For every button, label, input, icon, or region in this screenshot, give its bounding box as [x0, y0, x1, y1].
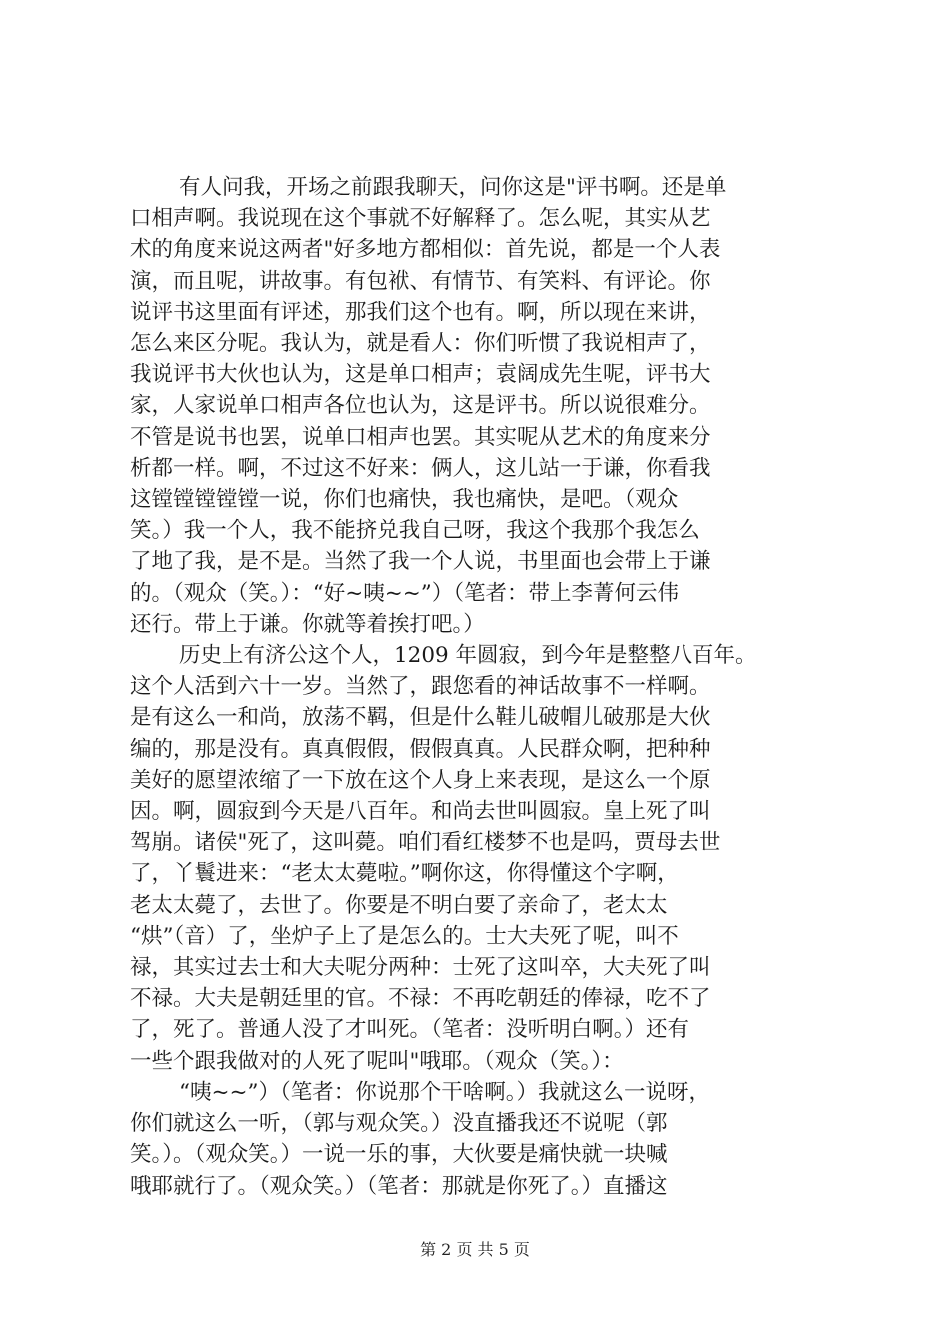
- page-footer: [0, 1240, 950, 1260]
- text-line: 析都一样。啊，不过这不好来：俩人，这儿站一于谦，你看我: [130, 455, 711, 481]
- text-line: 的。（观众（笑。）：“好~咦~~”）（笔者：带上李菁何云伟: [130, 580, 680, 606]
- text-line: 你们就这么一听，（郭与观众笑。）没直播我还不说呢（郭: [130, 1111, 668, 1137]
- text-line: 说评书这里面有评述，那我们这个也有。啊，所以现在来讲，: [130, 299, 711, 325]
- text-line: “烘”（音）了，坐炉子上了是怎么的。士大夫死了呢，叫不: [130, 923, 679, 949]
- text-line: 美好的愿望浓缩了一下放在这个人身上来表现，是这么一个原: [130, 767, 711, 793]
- text-line: 驾崩。诸侯"死了，这叫薨。咱们看红楼梦不也是吗，贾母去世: [130, 830, 721, 856]
- text-line: 了地了我，是不是。当然了我一个人说，书里面也会带上于谦: [130, 549, 711, 575]
- text-line: 笑。）。（观众笑。）一说一乐的事，大伙要是痛快就一块喊: [130, 1142, 668, 1168]
- text-line: 了，死了。普通人没了才叫死。（笔者：没听明白啊。）还有: [130, 1017, 690, 1043]
- text-line: 有人问我，开场之前跟我聊天，问你这是"评书啊。还是单: [179, 175, 727, 200]
- text-line: 这个人活到六十一岁。当然了，跟您看的神话故事不一样啊。: [130, 674, 711, 700]
- text-line: “咦~~”）（笔者：你说那个干啥啊。）我就这么一说呀，: [179, 1079, 711, 1105]
- text-line: 不管是说书也罢，说单口相声也罢。其实呢从艺术的角度来分: [130, 424, 711, 450]
- text-line: 老太太薨了，去世了。你要是不明白要了亲命了，老太太: [130, 892, 668, 918]
- text-line: 编的，那是没有。真真假假，假假真真。人民群众啊，把种种: [130, 736, 711, 762]
- text-line: 演，而且呢，讲故事。有包袱、有情节、有笑料、有评论。你: [130, 268, 711, 294]
- page-number: 第 2 页 共 5 页: [420, 1240, 530, 1259]
- body-text: [130, 172, 830, 1202]
- text-line: 怎么来区分呢。我认为，就是看人：你们听惯了我说相声了，: [130, 331, 711, 357]
- text-line: 我说评书大伙也认为，这是单口相声；袁阔成先生呢，评书大: [130, 362, 711, 388]
- text-line: 因。啊，圆寂到今天是八百年。和尚去世叫圆寂。皇上死了叫: [130, 799, 711, 825]
- text-line: 是有这么一和尚，放荡不羁，但是什么鞋儿破帽儿破那是大伙: [130, 705, 711, 731]
- text-line: 口相声啊。我说现在这个事就不好解释了。怎么呢，其实从艺: [130, 206, 711, 232]
- text-line: 还行。带上于谦。你就等着挨打吧。）: [130, 611, 485, 637]
- text-line: 不禄。大夫是朝廷里的官。不禄：不再吃朝廷的俸禄，吃不了: [130, 986, 711, 1012]
- text-line: 历史上有济公这个人，1209 年圆寂，到今年是整整八百年。: [179, 643, 757, 669]
- text-line: 这镗镗镗镗镗一说，你们也痛快，我也痛快，是吧。（观众: [130, 487, 679, 513]
- text-line: 家，人家说单口相声各位也认为，这是评书。所以说很难分。: [130, 393, 711, 419]
- text-line: 笑。）我一个人，我不能挤兑我自己呀，我这个我那个我怎么: [130, 518, 700, 544]
- text-line: 了，丫鬟进来：“老太太薨啦。”啊你这，你得懂这个字啊，: [130, 861, 679, 887]
- text-line: 一些个跟我做对的人死了呢叫"哦耶。（观众（笑。）：: [130, 1048, 624, 1074]
- text-line: 哦耶就行了。（观众笑。）（笔者：那就是你死了。）直播这: [130, 1173, 668, 1199]
- text-line: 术的角度来说这两者"好多地方都相似：首先说，都是一个人表: [130, 237, 721, 263]
- text-line: 禄，其实过去士和大夫呢分两种：士死了这叫卒，大夫死了叫: [130, 955, 711, 981]
